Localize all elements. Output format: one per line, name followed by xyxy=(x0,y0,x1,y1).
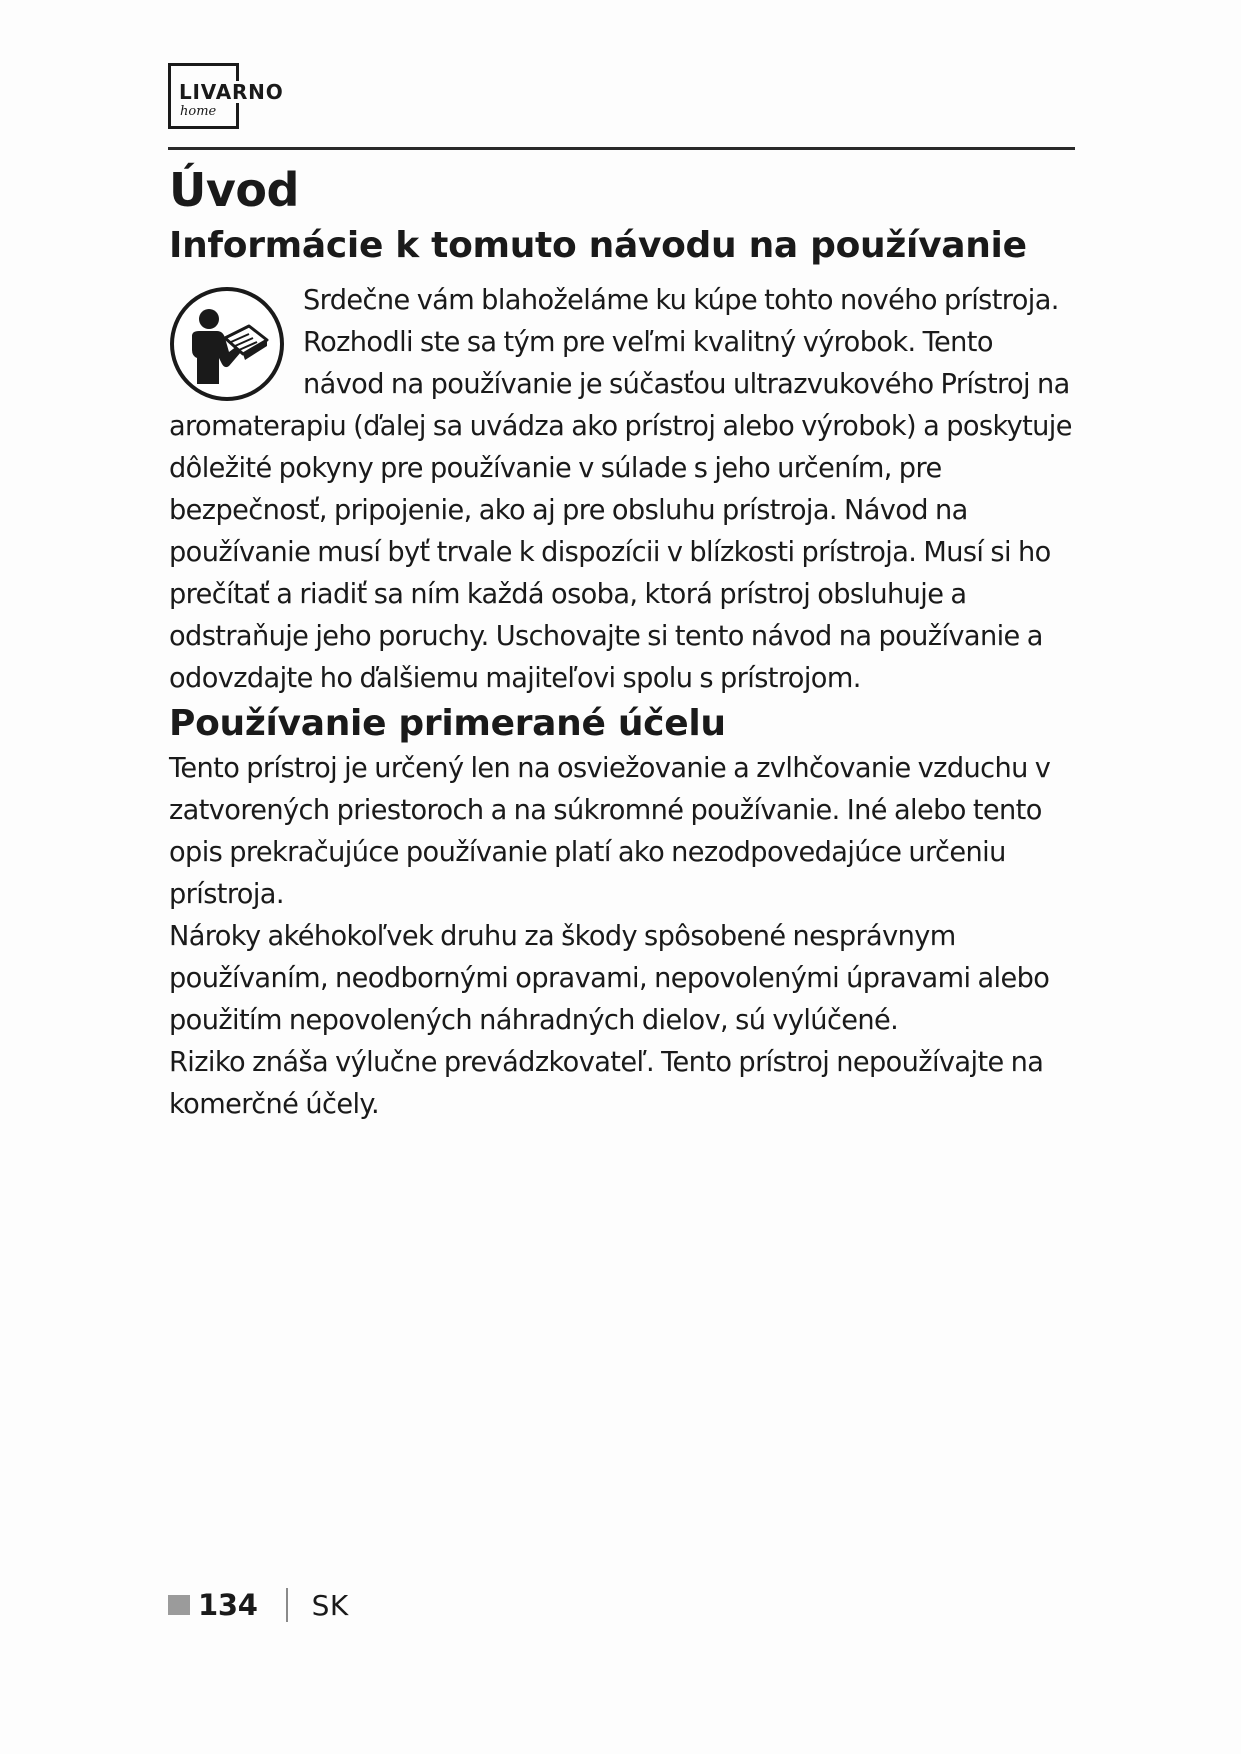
logo-sub-text: home xyxy=(180,104,217,119)
intended-use-paragraph-3: Riziko znáša výlučne prevádzkovateľ. Tento prístroj nepoužívajte na komerčné účely. xyxy=(169,1047,1044,1120)
language-code: SK xyxy=(311,1588,349,1622)
footer-square-icon xyxy=(168,1595,190,1615)
section-heading-info: Informácie k tomuto návodu na používanie xyxy=(169,225,1027,266)
page-title: Úvod xyxy=(169,163,299,217)
intended-use-paragraph-2: Nároky akéhokoľvek druhu za škody spôsobené nesprávnym používaním, neodbornými opravami, nepovolenými úpravami alebo použitím nepovolených náhradných dielov, sú vylúčené. xyxy=(169,921,1050,1036)
page-footer xyxy=(168,1588,349,1622)
footer-divider xyxy=(286,1588,288,1622)
info-block xyxy=(169,280,1075,700)
header-rule xyxy=(168,147,1075,150)
logo-brand-text: LIVARNO xyxy=(179,80,284,104)
main-content xyxy=(169,158,1075,1126)
read-manual-icon xyxy=(169,286,285,402)
section-heading-intended-use: Používanie primerané účelu xyxy=(169,703,726,744)
intended-use-paragraph-1: Tento prístroj je určený len na osviežovanie a zvlhčovanie vzduchu v zatvorených priestoroch a na súkromné používanie. Iné alebo tento opis prekračujúce používanie platí ako nezodpovedajúce určeniu prístroja. xyxy=(169,753,1051,910)
info-paragraph: Srdečne vám blahoželáme ku kúpe tohto nového prístroja. Rozhodli ste sa tým pre veľmi kvalitný výrobok. Tento návod na používanie je súčasťou ultrazvukového Prístroj na aromaterapiu (ďalej sa uvádza ako prístroj alebo výrobok) a poskytuje dôležité pokyny pre používanie v súlade s jeho určením, pre bezpečnosť, pripojenie, ako aj pre obsluhu prístroja. Návod na používanie musí byť trvale k dispozícii v blízkosti prístroja. Musí si ho prečítať a riadiť sa ním každá osoba, ktorá prístroj obsluhuje a odstraňuje jeho poruchy. Uschovajte si tento návod na používanie a odovzdajte ho ďalšiemu majiteľovi spolu s prístrojom. xyxy=(169,285,1072,694)
page-number: 134 xyxy=(198,1588,258,1622)
